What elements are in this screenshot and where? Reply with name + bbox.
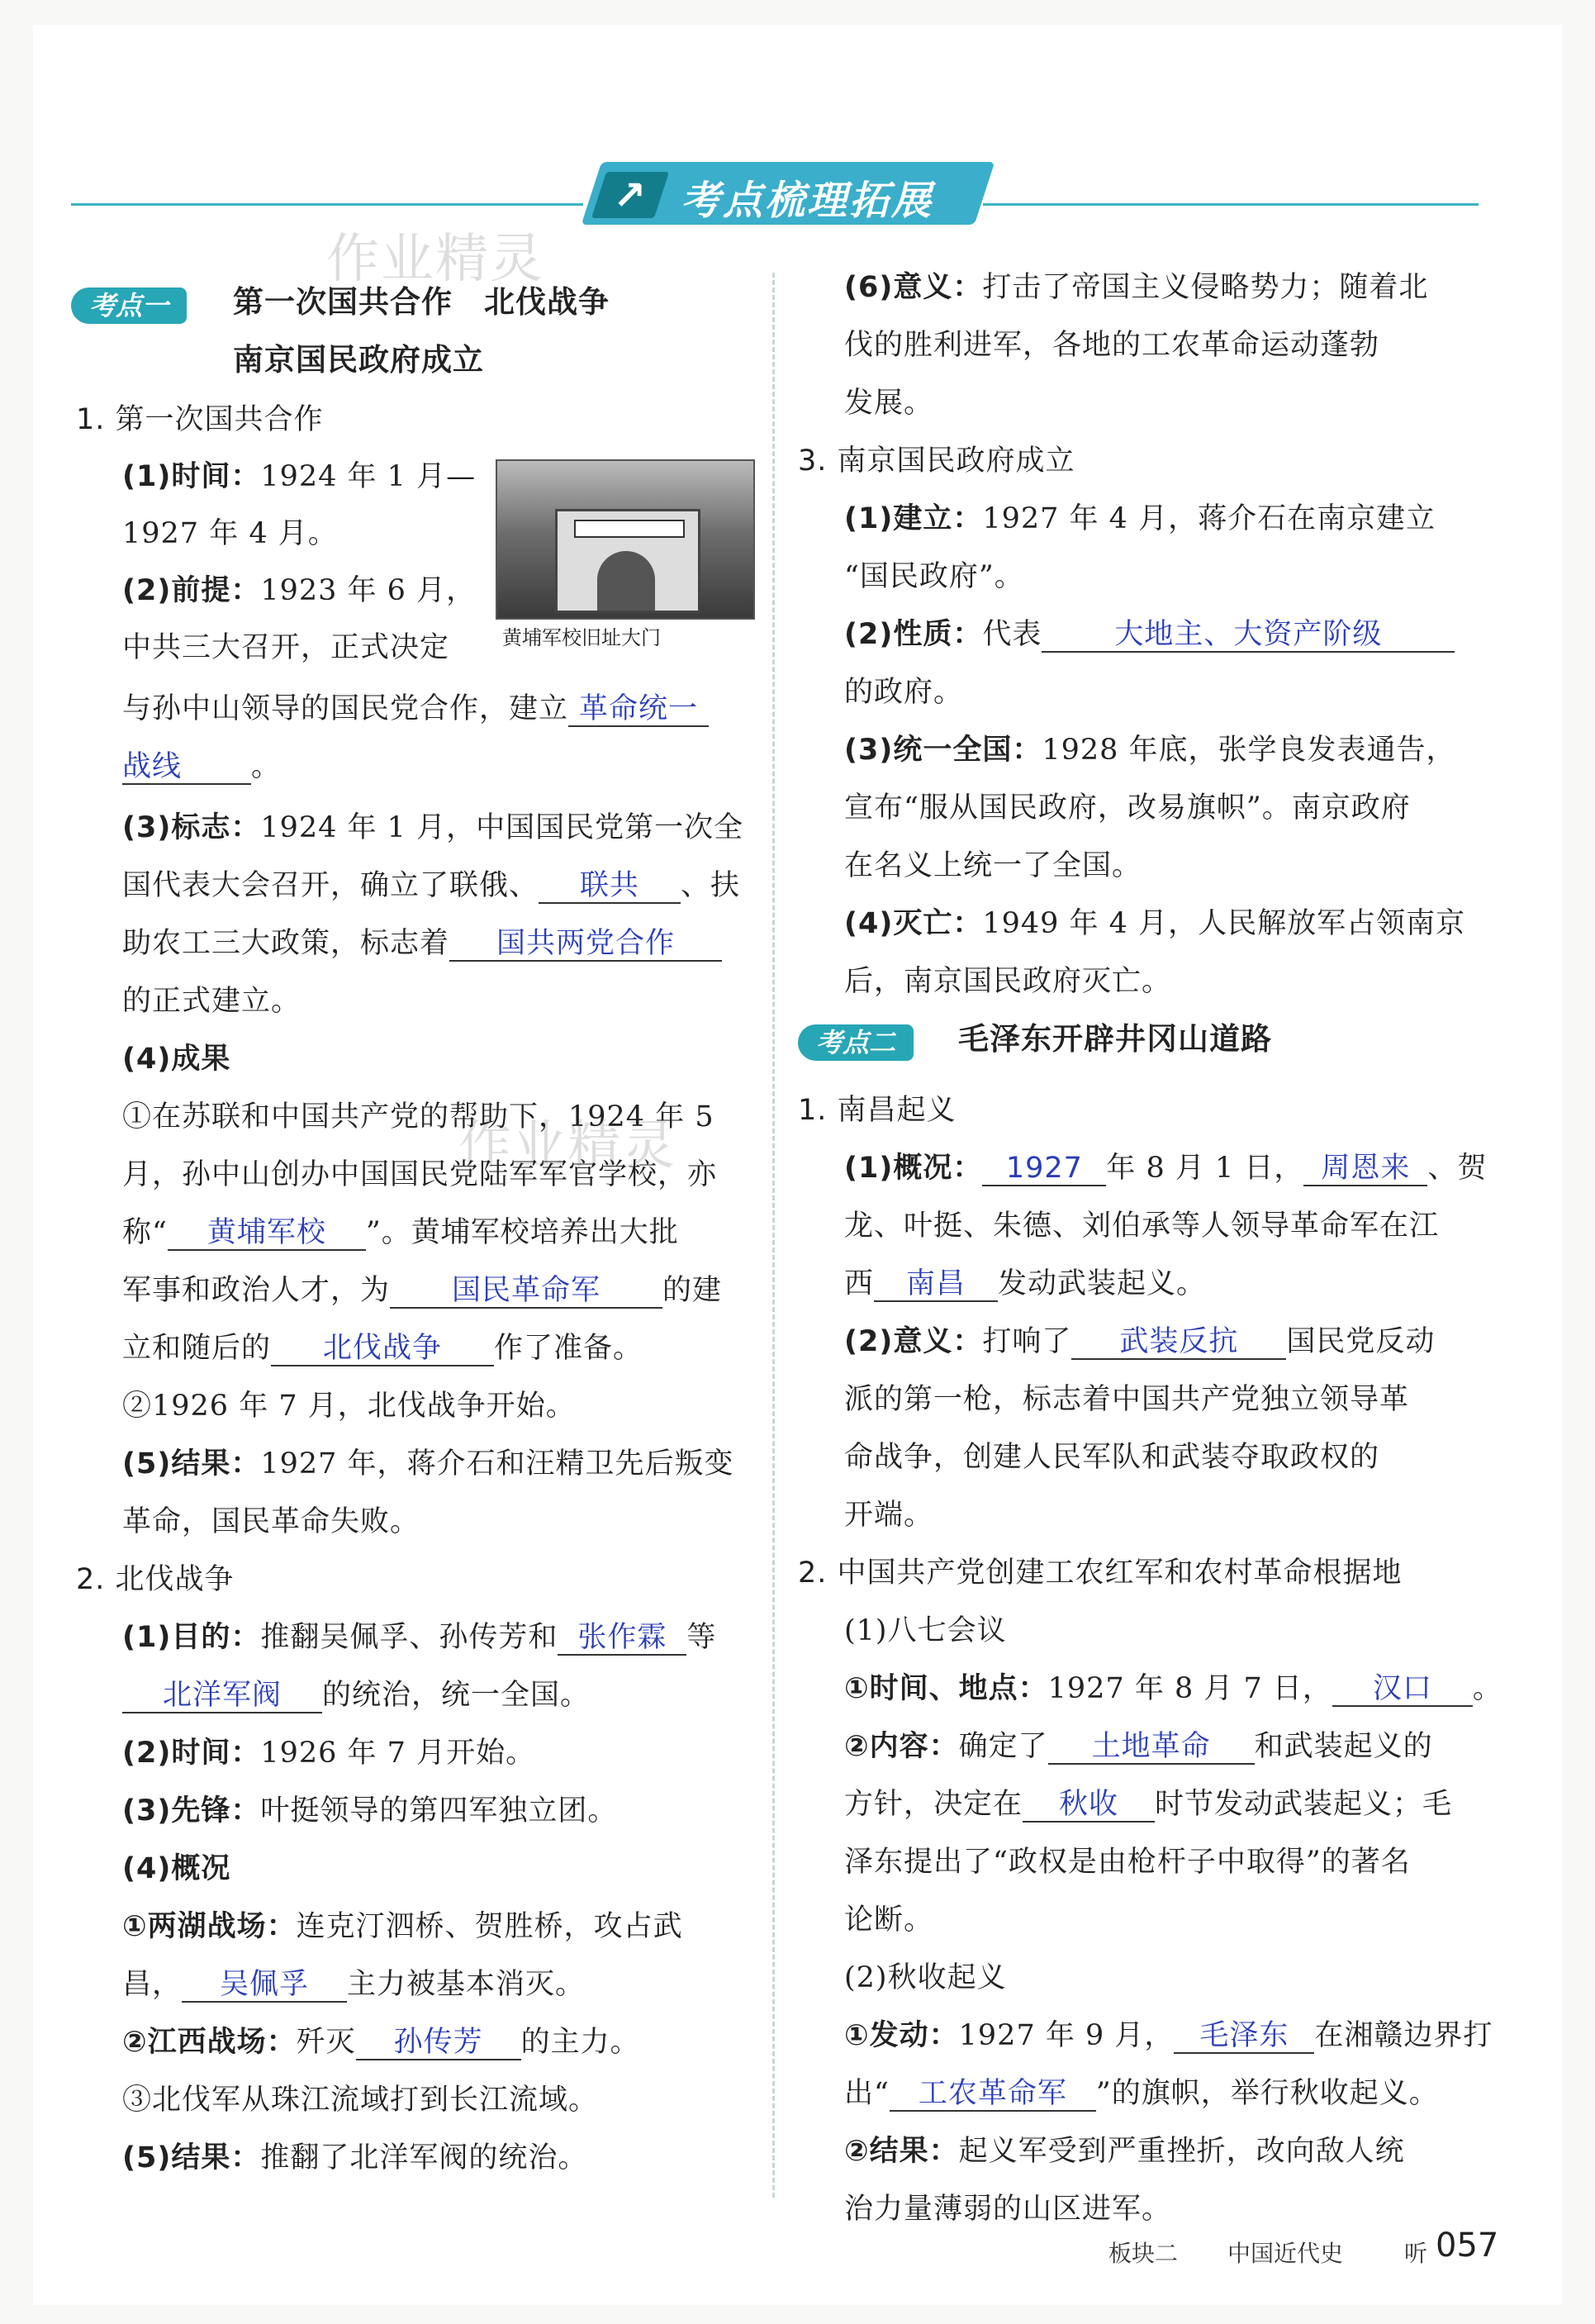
answer-blank[interactable]: 战线 bbox=[122, 750, 251, 785]
column-divider bbox=[772, 273, 775, 2198]
header-rule-right bbox=[983, 203, 1479, 206]
text-line: 助农工三大政策，标志着 国共两党合作 bbox=[122, 924, 722, 963]
text-line: 北洋军阀 的统治，统一全国。 bbox=[122, 1675, 590, 1715]
text-line: (3)统一全国：1928 年底，张学良发表通告， bbox=[844, 734, 1456, 767]
footer-listen: 听 bbox=[1404, 2240, 1428, 2267]
section-tag: 考点二 bbox=[798, 1024, 914, 1061]
text-line: 战线 。 bbox=[122, 750, 282, 783]
section-title: 第一次国共合作 北伐战争 bbox=[233, 284, 610, 320]
answer-blank[interactable]: 吴佩孚 bbox=[182, 1968, 347, 2003]
text-line: ②江西战场：歼灭 孙传芳 的主力。 bbox=[122, 2026, 640, 2059]
answer-blank[interactable]: 国共两党合作 bbox=[449, 927, 722, 962]
text-line: 革命，国民革命失败。 bbox=[122, 1505, 420, 1538]
footer-subject: 中国近代史 bbox=[1227, 2240, 1344, 2267]
text-line: ③北伐军从珠江流域打到长江流域。 bbox=[122, 2084, 599, 2117]
text-line: 西 南昌 发动武装起义。 bbox=[844, 1267, 1207, 1300]
arrow-up-right-icon: ↗ bbox=[613, 173, 647, 219]
text-line: (3)标志：1924 年 1 月，中国国民党第一次全 bbox=[122, 811, 744, 844]
answer-blank[interactable]: 秋收 bbox=[1023, 1788, 1155, 1823]
watermark: 作业精灵 bbox=[458, 1115, 676, 1176]
text-line: ①在苏联和中国共产党的帮助下，1924 年 5 bbox=[122, 1100, 714, 1133]
watermark: 作业精灵 bbox=[326, 229, 544, 290]
text-line: (1)建立：1927 年 4 月，蒋介石在南京建立 bbox=[844, 502, 1436, 535]
text-line: (5)结果：推翻了北洋军阀的统治。 bbox=[122, 2141, 588, 2174]
text-line: (2)时间：1926 年 7 月开始。 bbox=[122, 1737, 536, 1770]
text-line: (4)灭亡：1949 年 4 月，人民解放军占领南京 bbox=[844, 907, 1466, 940]
text-line: ①发动：1927 年 9 月， 毛泽东 在湘赣边界打 bbox=[844, 2019, 1493, 2052]
text-line: (2)意义：打响了 武装反抗 国民党反动 bbox=[844, 1325, 1436, 1358]
text-line: (4)概况 bbox=[122, 1852, 231, 1885]
header-rule-left bbox=[71, 203, 583, 206]
text-line: 与孙中山领导的国民党合作，建立 革命统一 bbox=[122, 689, 709, 729]
answer-blank[interactable]: 国民革命军 bbox=[390, 1274, 662, 1309]
text-line: 开端。 bbox=[844, 1499, 934, 1532]
subheading: 1. 第一次国共合作 bbox=[76, 403, 324, 436]
text-line: (4)成果 bbox=[122, 1043, 231, 1076]
subheading: 1. 南昌起义 bbox=[798, 1094, 957, 1127]
subheading: 3. 南京国民政府成立 bbox=[798, 444, 1075, 478]
text-line: (5)结果：1927 年，蒋介石和汪精卫先后叛变 bbox=[122, 1447, 734, 1480]
text-line: 昌， 吴佩孚 主力被基本消灭。 bbox=[122, 1968, 586, 2001]
text-line: 伐的胜利进军，各地的工农革命运动蓬勃 bbox=[844, 329, 1380, 362]
answer-blank[interactable]: 革命统一 bbox=[568, 692, 709, 727]
text-line: 在名义上统一了全国。 bbox=[844, 849, 1142, 882]
section-title: 南京国民政府成立 bbox=[233, 342, 484, 378]
page-number: 057 bbox=[1436, 2227, 1499, 2265]
text-line: (1)概况： 1927 年 8 月 1 日， 周恩来 、贺 bbox=[844, 1152, 1488, 1185]
subheading: 2. 北伐战争 bbox=[76, 1563, 235, 1596]
text-line: (2)性质：代表 大地主、大资产阶级 bbox=[844, 615, 1455, 654]
text-line: (2)前提：1923 年 6 月， bbox=[122, 574, 477, 607]
text-line: (1)八七会议 bbox=[844, 1614, 1007, 1647]
text-line: (1)目的：推翻吴佩孚、孙传芳和 张作霖 等 bbox=[122, 1621, 717, 1654]
answer-blank[interactable]: 张作霖 bbox=[558, 1621, 686, 1656]
section-title: 毛泽东开辟井冈山道路 bbox=[958, 1021, 1272, 1057]
header-title: 考点梳理拓展 bbox=[681, 178, 934, 224]
answer-blank[interactable]: 北洋军阀 bbox=[122, 1679, 322, 1713]
text-line: 立和随后的 北伐战争 作了准备。 bbox=[122, 1332, 643, 1365]
subheading: 2. 中国共产党创建工农红军和农村革命根据地 bbox=[798, 1556, 1403, 1590]
answer-blank[interactable]: 南昌 bbox=[874, 1267, 998, 1302]
text-line: 后，南京国民政府灭亡。 bbox=[844, 965, 1172, 998]
text-line: ②1926 年 7 月，北伐战争开始。 bbox=[122, 1390, 576, 1423]
text-line: ②内容：确定了 土地革命 和武装起义的 bbox=[844, 1730, 1433, 1763]
text-line: 的政府。 bbox=[844, 676, 964, 709]
text-line: 命战争，创建人民军队和武装夺取政权的 bbox=[844, 1441, 1380, 1474]
text-line: 派的第一枪，标志着中国共产党独立领导革 bbox=[844, 1383, 1410, 1416]
answer-blank[interactable]: 周恩来 bbox=[1303, 1152, 1427, 1186]
section-tag: 考点一 bbox=[71, 288, 187, 324]
huangpu-gate-photo bbox=[496, 459, 755, 620]
answer-blank[interactable]: 1927 bbox=[982, 1152, 1106, 1186]
photo-caption: 黄埔军校旧址大门 bbox=[502, 626, 661, 649]
text-line: 月，孙中山创办中国国民党陆军军官学校，亦 bbox=[122, 1158, 718, 1191]
text-line: 称“ 黄埔军校 ”。黄埔军校培养出大批 bbox=[122, 1216, 679, 1249]
text-line: (1)时间：1924 年 1 月— bbox=[122, 460, 477, 493]
answer-blank[interactable]: 土地革命 bbox=[1048, 1730, 1255, 1765]
text-line: 方针，决定在 秋收 时节发动武装起义；毛 bbox=[844, 1788, 1453, 1821]
text-line: 出“ 工农革命军 ”的旗帜，举行秋收起义。 bbox=[844, 2077, 1439, 2110]
text-line: 发展。 bbox=[844, 387, 934, 420]
text-line: 国代表大会召开，确立了联俄、 联共 、扶 bbox=[122, 869, 741, 902]
text-line: “国民政府”。 bbox=[844, 560, 1024, 593]
text-line: 论断。 bbox=[844, 1903, 934, 1937]
text-line: 的正式建立。 bbox=[122, 985, 301, 1018]
text-line: (3)先锋：叶挺领导的第四军独立团。 bbox=[122, 1794, 618, 1827]
footer-section: 板块二 bbox=[1108, 2240, 1179, 2267]
text-line: ①时间、地点：1927 年 8 月 7 日， 汉口 。 bbox=[844, 1672, 1502, 1705]
answer-blank[interactable]: 孙传芳 bbox=[356, 2026, 521, 2060]
text-line: 军事和政治人才，为 国民革命军 的建 bbox=[122, 1274, 723, 1307]
text-line: ②结果：起义军受到严重挫折，改向敌人统 bbox=[844, 2135, 1405, 2168]
text-line: 泽东提出了“政权是由枪杆子中取得”的著名 bbox=[844, 1846, 1411, 1879]
text-line: 1927 年 4 月。 bbox=[122, 517, 338, 550]
answer-blank[interactable]: 北伐战争 bbox=[271, 1332, 494, 1366]
text-line: 龙、叶挺、朱德、刘伯承等人领导革命军在江 bbox=[844, 1210, 1440, 1243]
answer-blank[interactable]: 黄埔军校 bbox=[168, 1216, 366, 1251]
answer-blank[interactable]: 联共 bbox=[539, 869, 681, 904]
answer-blank[interactable]: 大地主、大资产阶级 bbox=[1042, 618, 1455, 653]
text-line: 宣布“服从国民政府，改易旗帜”。南京政府 bbox=[844, 791, 1411, 825]
text-line: (2)秋收起义 bbox=[844, 1961, 1007, 1994]
text-line: 治力量薄弱的山区进军。 bbox=[844, 2193, 1172, 2226]
text-line: ①两湖战场：连克汀泗桥、贺胜桥，攻占武 bbox=[122, 1910, 683, 1943]
answer-blank[interactable]: 武装反抗 bbox=[1071, 1325, 1286, 1360]
answer-blank[interactable]: 汉口 bbox=[1332, 1672, 1473, 1707]
answer-blank[interactable]: 工农革命军 bbox=[890, 2077, 1096, 2112]
answer-blank[interactable]: 毛泽东 bbox=[1174, 2019, 1314, 2054]
text-line: (6)意义：打击了帝国主义侵略势力；随着北 bbox=[844, 271, 1429, 304]
text-line: 中共三大召开，正式决定 bbox=[122, 631, 450, 664]
